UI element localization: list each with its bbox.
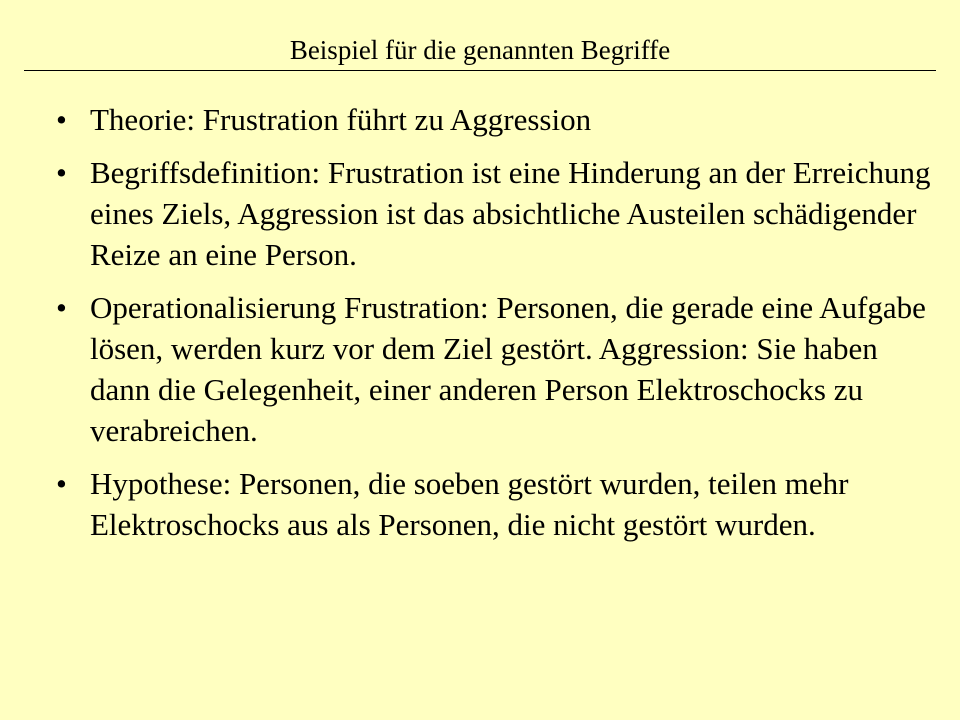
- bullet-item-hypothese: [0, 463, 940, 545]
- bullet-text: Begriffsdefinition: Frustration ist eine Hinderung an der Erreichung eines Ziels, Aggression ist das absichtliche Austeilen schädigender Reize an eine Person.: [90, 155, 931, 272]
- bullet-item-operationalisierung: [0, 287, 940, 451]
- bullet-text: Theorie: Frustration führt zu Aggression: [90, 102, 592, 137]
- title-divider: [24, 70, 936, 71]
- bullet-text: Hypothese: Personen, die soeben gestört wurden, teilen mehr Elektroschocks aus als Personen, die nicht gestört wurden.: [90, 466, 849, 542]
- bullet-item-theorie: [0, 99, 940, 140]
- bullet-icon: •: [56, 466, 67, 501]
- bullet-icon: •: [56, 102, 67, 137]
- slide-title: Beispiel für die genannten Begriffe: [289, 35, 671, 65]
- bullet-icon: •: [56, 290, 67, 325]
- bullet-icon: •: [56, 155, 67, 190]
- bullet-item-begriffsdefinition: [0, 152, 940, 275]
- bullet-list: [0, 99, 960, 557]
- bullet-text: Operationalisierung Frustration: Personen, die gerade eine Aufgabe lösen, werden kurz vor dem Ziel gestört. Aggression: Sie haben dann die Gelegenheit, einer anderen Person Elektroschocks zu verabreichen.: [90, 290, 926, 448]
